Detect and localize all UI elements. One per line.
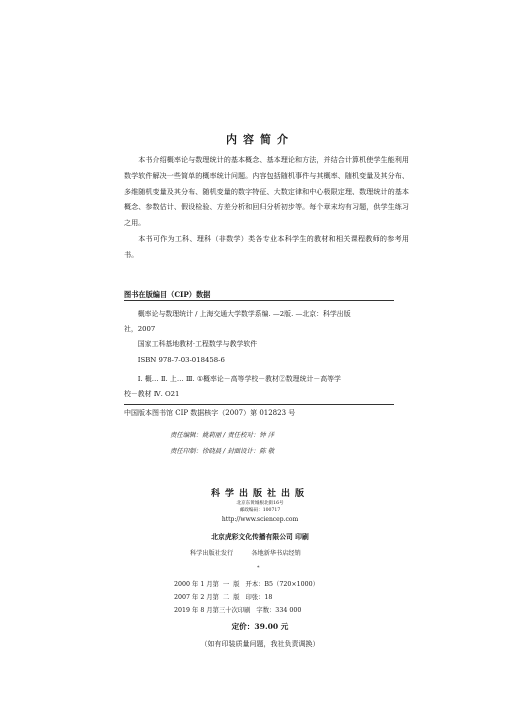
separator-mark: * [257, 565, 260, 571]
abstract-paragraph: 本书介绍概率论与数理统计的基本概念、基本理论和方法，并结合计算机使学生能利用数学软件解决一些简单的概率统计问题。内容包括随机事件与其概率、随机变量及其分布、多维随机变量及其分布、随机变量的数字特征、大数定律和中心极限定理、数理统计的基本概念、参数估计、假设检验、方差分析和回归分析初步等。每个章末均有习题，供学生练习之用。 [124, 155, 409, 228]
distributor: 科学出版社发行 [190, 550, 234, 557]
cip-record-number: 中国版本图书馆 CIP 数据核字（2007）第 012823 号 [124, 409, 296, 417]
cip-line: 社，2007 [124, 325, 156, 334]
divider [124, 404, 394, 405]
abstract-body [124, 152, 409, 263]
cip-line: Ⅰ. 概… Ⅱ. 上… Ⅲ. ①概率论－高等学校－教材②数理统计－高等学 [137, 374, 341, 383]
divider [124, 300, 394, 301]
quality-notice: （如有印装质量问题，我社负责调换） [200, 640, 320, 648]
abstract-title: 内容简介 [226, 133, 294, 146]
publisher-name: 科学出版社出版 [210, 489, 309, 499]
production-credits: 责任印制：徐晓晨 / 封面设计：陈 敬 [170, 447, 275, 455]
publisher-zip: 邮政编码：100717 [239, 508, 281, 513]
publisher-url: http://www.sciencep.com [221, 516, 299, 523]
edition-line: 2019 年 8 月第三十次印刷 字数：334 000 [174, 607, 302, 614]
distribution-line [190, 548, 301, 557]
cip-line: ISBN 978-7-03-018458-6 [137, 355, 225, 364]
cip-line: 概率论与数理统计 / 上海交通大学数学系编. —2版. —北京：科学出版 [137, 310, 351, 318]
printer-name: 北京虎彩文化传播有限公司 印刷 [211, 533, 309, 541]
cip-title: 图书在版编目（CIP）数据 [124, 290, 211, 299]
cip-line: 校－教材 Ⅳ. O21 [124, 390, 180, 399]
cip-line: 国家工科基地教材·工程数学与教学软件 [137, 340, 258, 349]
edition-line: 2007 年 2 月第 二 版 印张：18 [174, 594, 273, 601]
abstract-paragraph: 本书可作为工科、理科（非数学）类各专业本科学生的教材和相关课程教师的参考用书。 [124, 233, 409, 259]
publisher-address: 北京东黄城根北街16号 [236, 501, 284, 506]
edition-line: 2000 年 1 月第 一 版 开本：B5（720×1000） [174, 581, 319, 588]
editor-credits: 责任编辑：姚莉丽 / 责任校对：钟 洋 [170, 431, 275, 439]
retailer: 各地新华书店经销 [251, 550, 301, 557]
price: 定价：39.00 元 [231, 622, 289, 631]
cip-data-block [124, 307, 396, 402]
